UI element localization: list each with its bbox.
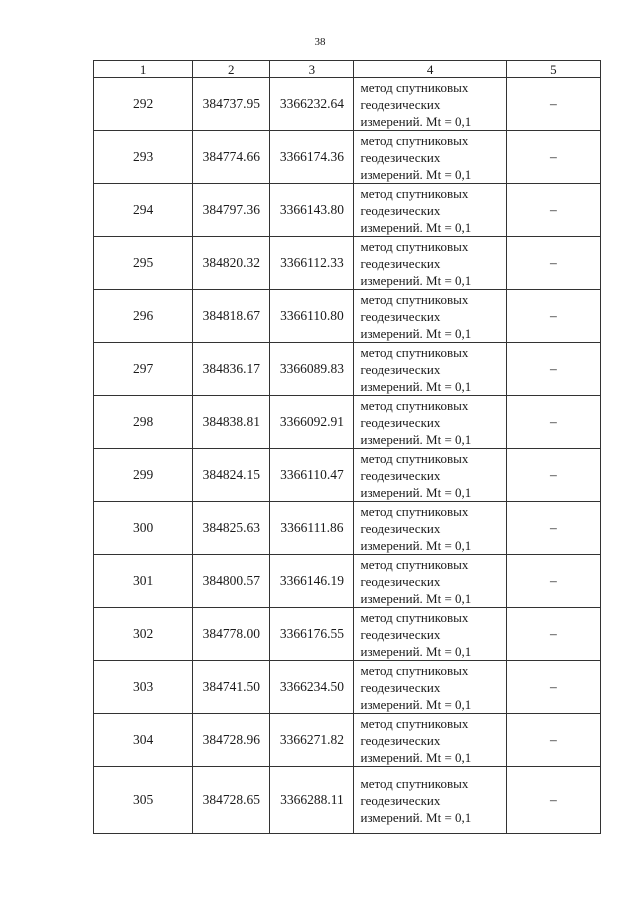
y-coordinate-cell: 3366146.19	[270, 555, 354, 608]
table-body	[94, 78, 601, 834]
method-line: геодезических	[360, 732, 441, 748]
method-line: метод спутниковых	[360, 132, 469, 148]
note-cell: –	[506, 449, 600, 502]
header-row	[94, 61, 601, 78]
method-cell	[354, 237, 506, 290]
method-line: измерений. Mt = 0,1	[360, 219, 472, 235]
x-coordinate-cell: 384824.15	[193, 449, 270, 502]
method-cell	[354, 449, 506, 502]
method-line: измерений. Mt = 0,1	[360, 431, 472, 447]
method-line: метод спутниковых	[360, 450, 469, 466]
x-coordinate-cell: 384778.00	[193, 608, 270, 661]
method-line: геодезических	[360, 96, 441, 112]
method-line: измерений. Mt = 0,1	[360, 272, 472, 288]
method-line: метод спутниковых	[360, 609, 469, 625]
x-coordinate-cell: 384818.67	[193, 290, 270, 343]
x-coordinate-cell: 384838.81	[193, 396, 270, 449]
method-cell	[354, 396, 506, 449]
method-line: метод спутниковых	[360, 185, 469, 201]
y-coordinate-cell: 3366089.83	[270, 343, 354, 396]
method-line: метод спутниковых	[360, 662, 469, 678]
x-coordinate-cell: 384774.66	[193, 131, 270, 184]
method-line: геодезических	[360, 255, 441, 271]
method-cell	[354, 343, 506, 396]
method-cell	[354, 555, 506, 608]
method-line: метод спутниковых	[360, 238, 469, 254]
page-number: 38	[314, 36, 326, 48]
method-cell	[354, 608, 506, 661]
column-header-2: 2	[193, 61, 270, 78]
point-number-cell: 292	[94, 78, 193, 131]
note-cell: –	[506, 396, 600, 449]
method-line: геодезических	[360, 626, 441, 642]
note-cell: –	[506, 131, 600, 184]
method-line: метод спутниковых	[360, 344, 469, 360]
method-line: геодезических	[360, 202, 441, 218]
coordinates-table	[93, 60, 601, 834]
y-coordinate-cell: 3366232.64	[270, 78, 354, 131]
method-line: метод спутниковых	[360, 397, 469, 413]
table-row	[94, 449, 601, 502]
point-number-cell: 293	[94, 131, 193, 184]
point-number-cell: 301	[94, 555, 193, 608]
x-coordinate-cell: 384836.17	[193, 343, 270, 396]
method-line: измерений. Mt = 0,1	[360, 166, 472, 182]
method-line: измерений. Mt = 0,1	[360, 378, 472, 394]
y-coordinate-cell: 3366110.80	[270, 290, 354, 343]
method-line: измерений. Mt = 0,1	[360, 484, 472, 500]
method-line: геодезических	[360, 308, 441, 324]
x-coordinate-cell: 384728.65	[193, 767, 270, 834]
note-cell: –	[506, 714, 600, 767]
method-line: геодезических	[360, 414, 441, 430]
table-row	[94, 555, 601, 608]
method-cell	[354, 767, 506, 834]
point-number-cell: 302	[94, 608, 193, 661]
y-coordinate-cell: 3366092.91	[270, 396, 354, 449]
point-number-cell: 303	[94, 661, 193, 714]
y-coordinate-cell: 3366176.55	[270, 608, 354, 661]
method-line: геодезических	[360, 573, 441, 589]
note-cell: –	[506, 237, 600, 290]
y-coordinate-cell: 3366112.33	[270, 237, 354, 290]
table-row	[94, 184, 601, 237]
method-line: метод спутниковых	[360, 556, 469, 572]
table-row	[94, 131, 601, 184]
note-cell: –	[506, 290, 600, 343]
x-coordinate-cell: 384741.50	[193, 661, 270, 714]
note-cell: –	[506, 767, 600, 834]
note-cell: –	[506, 555, 600, 608]
method-line: измерений. Mt = 0,1	[360, 113, 472, 129]
x-coordinate-cell: 384728.96	[193, 714, 270, 767]
point-number-cell: 296	[94, 290, 193, 343]
method-cell	[354, 661, 506, 714]
table-row	[94, 661, 601, 714]
method-cell	[354, 714, 506, 767]
table-row	[94, 237, 601, 290]
column-header-1: 1	[94, 61, 193, 78]
method-cell	[354, 78, 506, 131]
column-header-4: 4	[354, 61, 506, 78]
method-line: измерений. Mt = 0,1	[360, 696, 472, 712]
table-row	[94, 290, 601, 343]
table-row	[94, 343, 601, 396]
method-cell	[354, 131, 506, 184]
note-cell: –	[506, 608, 600, 661]
method-line: измерений. Mt = 0,1	[360, 537, 472, 553]
x-coordinate-cell: 384797.36	[193, 184, 270, 237]
point-number-cell: 299	[94, 449, 193, 502]
method-line: измерений. Mt = 0,1	[360, 749, 472, 765]
y-coordinate-cell: 3366111.86	[270, 502, 354, 555]
point-number-cell: 305	[94, 767, 193, 834]
table-row	[94, 608, 601, 661]
method-line: метод спутниковых	[360, 291, 469, 307]
point-number-cell: 304	[94, 714, 193, 767]
point-number-cell: 298	[94, 396, 193, 449]
y-coordinate-cell: 3366143.80	[270, 184, 354, 237]
table-row	[94, 396, 601, 449]
note-cell: –	[506, 184, 600, 237]
method-cell	[354, 184, 506, 237]
note-cell: –	[506, 661, 600, 714]
method-line: геодезических	[360, 467, 441, 483]
x-coordinate-cell: 384800.57	[193, 555, 270, 608]
method-line: геодезических	[360, 149, 441, 165]
point-number-cell: 297	[94, 343, 193, 396]
method-line: измерений. Mt = 0,1	[360, 325, 472, 341]
method-line: метод спутниковых	[360, 503, 469, 519]
column-header-5: 5	[506, 61, 600, 78]
table-row	[94, 502, 601, 555]
method-line: метод спутниковых	[360, 715, 469, 731]
table-row	[94, 714, 601, 767]
point-number-cell: 300	[94, 502, 193, 555]
method-line: измерений. Mt = 0,1	[360, 590, 472, 606]
note-cell: –	[506, 343, 600, 396]
note-cell: –	[506, 78, 600, 131]
x-coordinate-cell: 384737.95	[193, 78, 270, 131]
note-cell: –	[506, 502, 600, 555]
table-row	[94, 78, 601, 131]
method-line: геодезических	[360, 792, 441, 808]
point-number-cell: 294	[94, 184, 193, 237]
method-line: измерений. Mt = 0,1	[360, 643, 472, 659]
method-line: метод спутниковых	[360, 775, 469, 791]
method-cell	[354, 290, 506, 343]
x-coordinate-cell: 384820.32	[193, 237, 270, 290]
method-line: геодезических	[360, 361, 441, 377]
column-header-3: 3	[270, 61, 354, 78]
y-coordinate-cell: 3366110.47	[270, 449, 354, 502]
method-line: метод спутниковых	[360, 79, 469, 95]
y-coordinate-cell: 3366234.50	[270, 661, 354, 714]
table-row	[94, 767, 601, 834]
method-line: измерений. Mt = 0,1	[360, 809, 472, 825]
method-line: геодезических	[360, 520, 441, 536]
x-coordinate-cell: 384825.63	[193, 502, 270, 555]
point-number-cell: 295	[94, 237, 193, 290]
y-coordinate-cell: 3366288.11	[270, 767, 354, 834]
method-cell	[354, 502, 506, 555]
y-coordinate-cell: 3366174.36	[270, 131, 354, 184]
method-line: геодезических	[360, 679, 441, 695]
y-coordinate-cell: 3366271.82	[270, 714, 354, 767]
